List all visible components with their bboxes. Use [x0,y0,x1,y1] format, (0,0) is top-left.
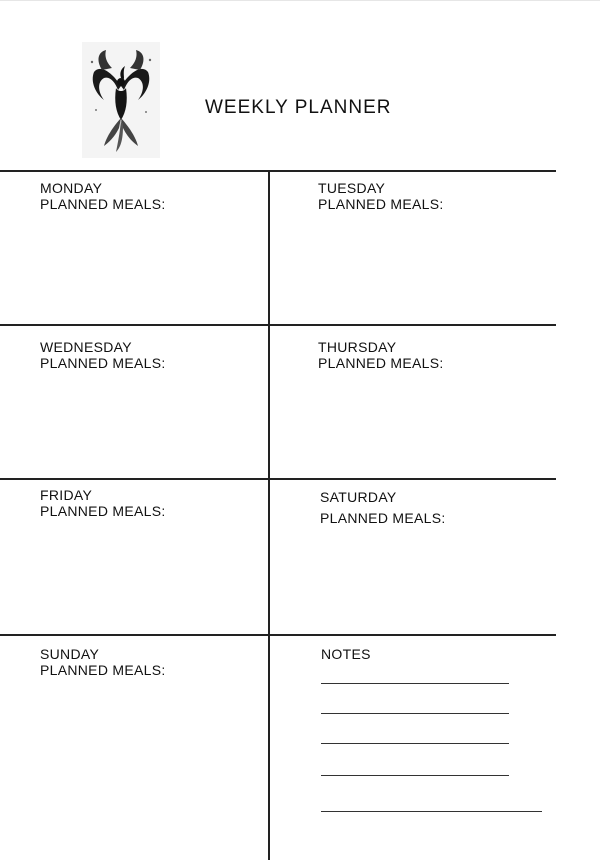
day-name: WEDNESDAY [40,339,132,355]
day-name: SATURDAY [320,489,397,505]
notes-line[interactable] [321,811,542,812]
day-cell-friday [40,487,166,519]
planned-meals-label: PLANNED MEALS: [40,196,166,212]
day-name: TUESDAY [318,180,386,196]
day-cell-sunday [40,646,166,678]
notes-line[interactable] [321,683,509,684]
planned-meals-label: PLANNED MEALS: [40,662,166,678]
phoenix-icon [82,42,160,158]
day-cell-monday [40,180,166,212]
day-name: THURSDAY [318,339,397,355]
planned-meals-label: PLANNED MEALS: [320,510,446,526]
grid-line-row1 [0,324,556,326]
notes-line[interactable] [321,713,509,714]
notes-heading: NOTES [321,646,371,662]
grid-line-top [0,170,556,172]
day-cell-tuesday [318,180,444,212]
notes-line[interactable] [321,743,509,744]
day-cell-saturday [320,487,446,529]
day-name: MONDAY [40,180,103,196]
top-edge [0,0,600,1]
planned-meals-label: PLANNED MEALS: [40,503,166,519]
notes-line[interactable] [321,775,509,776]
day-cell-wednesday [40,339,166,371]
planned-meals-label: PLANNED MEALS: [318,355,444,371]
grid-line-row2 [0,478,556,480]
page-title: WEEKLY PLANNER [205,97,392,118]
planned-meals-label: PLANNED MEALS: [40,355,166,371]
grid-line-vertical [268,170,270,860]
grid-line-row3 [0,634,556,636]
day-name: FRIDAY [40,487,93,503]
phoenix-logo [82,42,160,158]
day-name: SUNDAY [40,646,100,662]
day-cell-thursday [318,339,444,371]
planned-meals-label: PLANNED MEALS: [318,196,444,212]
